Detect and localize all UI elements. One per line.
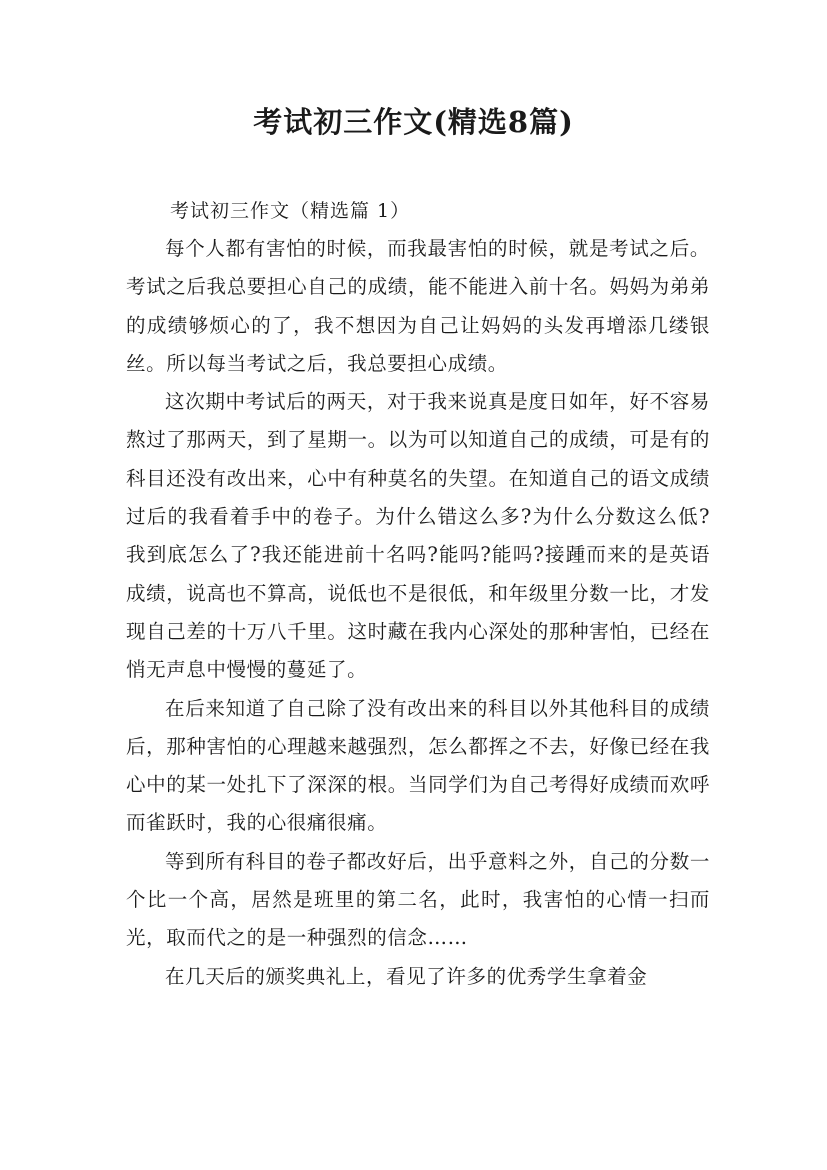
paragraph-1: 每个人都有害怕的时候，而我最害怕的时候，就是考试之后。考试之后我总要担心自己的成绩，能不能进入前十名。妈妈为弟弟的成绩够烦心的了，我不想因为自己让妈妈的头发再增添几缕银丝。所以每当考试之后，我总要担心成绩。 bbox=[126, 237, 710, 375]
paragraph-5: 在几天后的颁奖典礼上，看见了许多的优秀学生拿着金 bbox=[165, 964, 648, 988]
paragraph-4: 等到所有科目的卷子都改好后，出乎意料之外，自己的分数一个比一个高，居然是班里的第二名，此时，我害怕的心情一扫而光，取而代之的是一种强烈的信念…… bbox=[126, 849, 710, 950]
document-title: 考试初三作文(精选8篇) bbox=[253, 105, 574, 139]
paragraph-2: 这次期中考试后的两天，对于我来说真是度日如年，好不容易熬过了那两天，到了星期一。以为可以知道自己的成绩，可是有的科目还没有改出来，心中有种莫名的失望。在知道自己的语文成绩过后的我看着手中的卷子。为什么错这么多?为什么分数这么低?我到底怎么了?我还能进前十名吗?能吗?能吗?接踵而来的是英语成绩，说高也不算高，说低也不是很低，和年级里分数一比，才发现自己差的十万八千里。这时藏在我内心深处的那种害怕，已经在悄无声息中慢慢的蔓延了。 bbox=[126, 390, 710, 682]
paragraph-3: 在后来知道了自己除了没有改出来的科目以外其他科目的成绩后，那种害怕的心理越来越强烈，怎么都挥之不去，好像已经在我心中的某一处扎下了深深的根。当同学们为自己考得好成绩而欢呼而雀跃时，我的心很痛很痛。 bbox=[126, 696, 710, 835]
document-body bbox=[126, 192, 710, 996]
section-heading: 考试初三作文（精选篇 1） bbox=[170, 200, 411, 222]
